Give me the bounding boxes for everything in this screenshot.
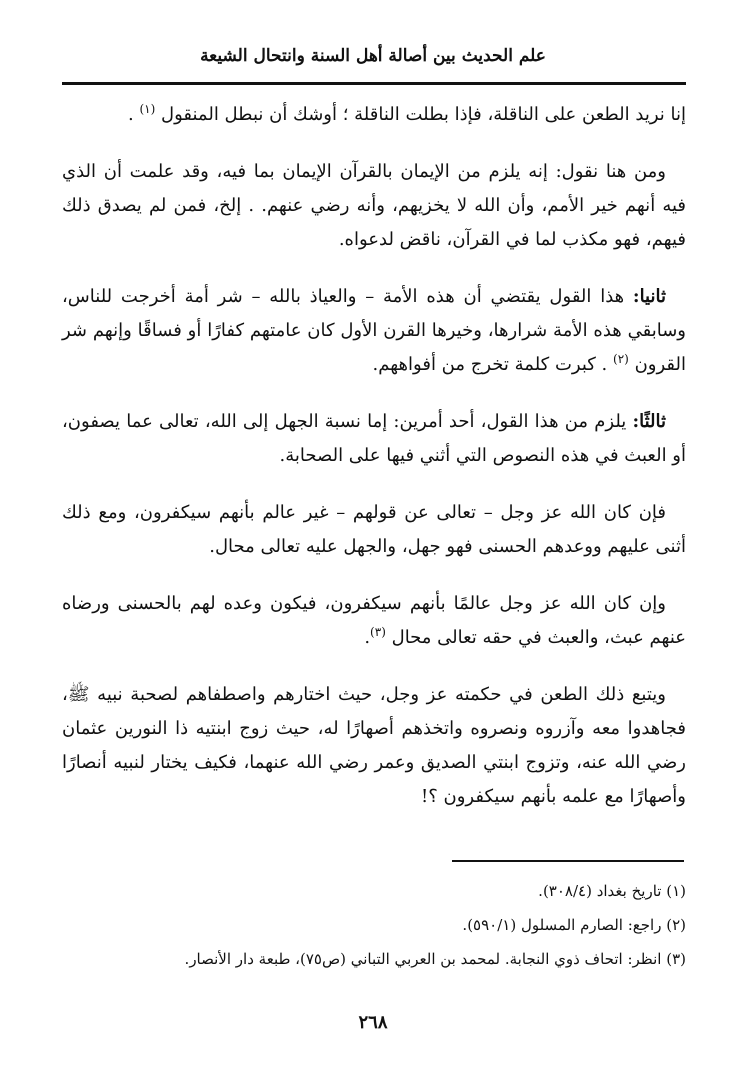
paragraph-lead: ثالثًا: bbox=[632, 411, 666, 432]
paragraph-text: ويتبع ذلك الطعن في حكمته عز وجل، حيث اختارهم واصطفاهم لصحبة نبيه ﷺ، فجاهدوا معه وآزروه ونصروه واتخذهم أصهارًا له، حيث زوج ابنتيه ذا النورين عثمان رضي الله عنه، وتزوج ابنتي الصديق وعمر رضي الله عنهما، فكيف يختار لنبيه أنصارًا وأصهارًا مع علمه بأنهم سيكفرون ؟! bbox=[62, 684, 687, 807]
footnote-item: (٢) راجع: الصارم المسلول (٥٩٠/١). bbox=[462, 916, 686, 934]
paragraph-text: فإن كان الله عز وجل – تعالى عن قولهم – غير عالم بأنهم سيكفرون، ومع ذلك أثنى عليهم ووعدهم الحسنى فهو جهل، والجهل عليه تعالى محال. bbox=[62, 502, 686, 557]
paragraph bbox=[62, 280, 686, 382]
running-head-title: علم الحديث بين أصالة أهل السنة وانتحال الشيعة bbox=[200, 46, 546, 66]
paragraph bbox=[62, 678, 686, 814]
footnote-item: (٣) انظر: اتحاف ذوي النجابة. لمحمد بن العربي التباني (ص٧٥)، طبعة دار الأنصار. bbox=[184, 950, 686, 968]
paragraph bbox=[62, 98, 686, 132]
footnotes bbox=[62, 874, 686, 976]
paragraph-after: . كبرت كلمة تخرج من أفواههم. bbox=[372, 354, 608, 375]
paragraph bbox=[62, 587, 686, 655]
paragraph-text: هذا القول يقتضي أن هذه الأمة – والعياذ بالله – شر أمة أخرجت للناس، وسابقي هذه الأمة شرارها، وخيرها القرن الأول كان عامتهم كفارًا أو فساقًا وإنهم شر القرون bbox=[62, 286, 686, 375]
page-number: ٢٦٨ bbox=[358, 1012, 388, 1033]
footnote-item: (١) تاريخ بغداد (٣٠٨/٤). bbox=[538, 882, 686, 900]
paragraph bbox=[62, 405, 686, 473]
paragraph-text: يلزم من هذا القول، أحد أمرين: إما نسبة الجهل إلى الله، تعالى عما يصفون، أو العبث في هذه النصوص التي أثني فيها على الصحابة. bbox=[62, 411, 686, 466]
footnote-ref[interactable]: (٣) bbox=[370, 625, 386, 639]
paragraph-text: إنا نريد الطعن على الناقلة، فإذا بطلت الناقلة ؛ أوشك أن نبطل المنقول bbox=[161, 104, 686, 125]
paragraph-after: . bbox=[127, 104, 134, 125]
paragraph-text: ومن هنا نقول: إنه يلزم من الإيمان بالقرآن الإيمان بما فيه، وقد علمت أن الذي فيه أنهم خير الأمم، وأن الله لا يخزيهم، وأنه رضي عنهم. . إلخ، فمن لم يصدق ذلك فيهم، فهو مكذب لما في القرآن، ناقض لدعواه. bbox=[62, 161, 686, 250]
paragraph bbox=[62, 496, 686, 564]
footnote-divider bbox=[452, 860, 684, 862]
footnote-ref[interactable]: (١) bbox=[139, 102, 156, 116]
paragraph-text: وإن كان الله عز وجل عالمًا بأنهم سيكفرون، فيكون وعده لهم بالحسنى ورضاه عنهم عبث، والعبث في حقه تعالى محال bbox=[62, 593, 686, 648]
paragraph-after: . bbox=[364, 627, 371, 648]
body-text bbox=[62, 98, 686, 837]
header-divider bbox=[62, 82, 686, 85]
paragraph bbox=[62, 155, 686, 257]
paragraph-lead: ثانيا: bbox=[632, 286, 666, 307]
footnote-ref[interactable]: (٢) bbox=[613, 352, 629, 366]
